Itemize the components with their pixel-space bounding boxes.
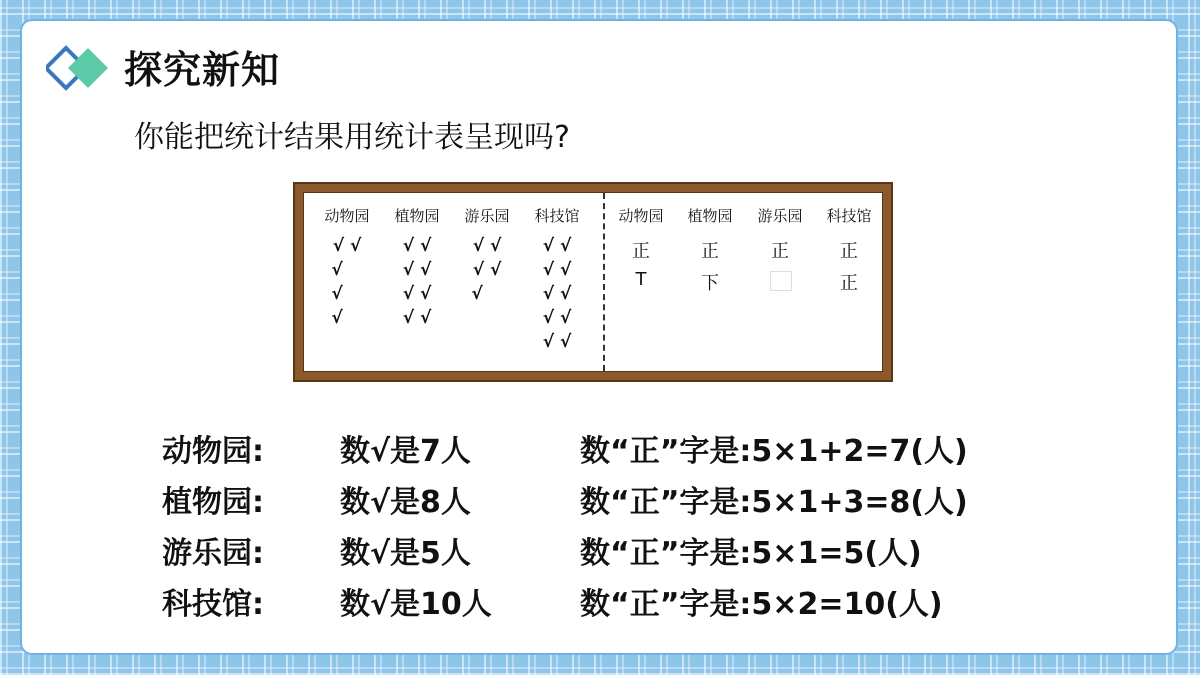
result-formula: 数“正”字是:5×2=10(人) [580,587,943,622]
diamond-logo-icon [46,44,112,92]
tick-mark: √ √ [472,260,502,280]
tick-mark: √ [471,284,483,304]
zheng-header-science: 科技馆 [826,207,872,225]
tick-mark: √ [331,284,343,304]
question-text: 你能把统计结果用统计表呈现吗? [134,120,570,155]
result-tick-count: 数√是10人 [340,587,492,622]
tick-mark: √ √ [542,236,572,256]
tally-board-surface [303,192,883,372]
tick-mark: √ √ [542,284,572,304]
tick-mark: √ √ [332,236,362,256]
zheng-mark: 正 [840,241,858,262]
result-formula: 数“正”字是:5×1=5(人) [580,536,922,571]
result-tick-count: 数√是8人 [340,485,471,520]
tick-mark: √ √ [542,308,572,328]
page-title: 探究新知 [124,48,281,92]
result-place: 植物园: [162,485,264,520]
zheng-header-zoo: 动物园 [618,207,664,225]
tick-mark: √ √ [542,332,572,352]
zheng-mark: 正 [840,273,858,294]
tick-mark: √ [331,308,343,328]
tick-mark: √ √ [542,260,572,280]
board-divider [603,193,605,371]
tick-mark: √ √ [402,284,432,304]
result-formula: 数“正”字是:5×1+3=8(人) [580,485,968,520]
zheng-partial-mark: T [635,269,647,290]
result-tick-count: 数√是7人 [340,434,471,469]
zheng-mark: 正 [632,241,650,262]
tick-mark: √ √ [402,236,432,256]
tick-header-amusement: 游乐园 [464,207,510,225]
tick-header-science: 科技馆 [534,207,580,225]
result-place: 游乐园: [162,536,264,571]
tick-mark: √ √ [402,260,432,280]
tick-header-botanical: 植物园 [394,207,440,225]
result-formula: 数“正”字是:5×1+2=7(人) [580,434,968,469]
zheng-mark: 正 [701,241,719,262]
result-tick-count: 数√是5人 [340,536,471,571]
zheng-header-botanical: 植物园 [687,207,733,225]
tick-mark: √ √ [402,308,432,328]
tick-mark: √ [331,260,343,280]
empty-placeholder-box [770,271,792,291]
zheng-mark: 正 [771,241,789,262]
result-place: 科技馆: [162,587,264,622]
result-place: 动物园: [162,434,264,469]
zheng-header-amusement: 游乐园 [757,207,803,225]
tick-header-zoo: 动物园 [324,207,370,225]
tick-mark: √ √ [472,236,502,256]
tally-board [293,182,893,382]
zheng-partial-mark: 下 [701,273,719,294]
